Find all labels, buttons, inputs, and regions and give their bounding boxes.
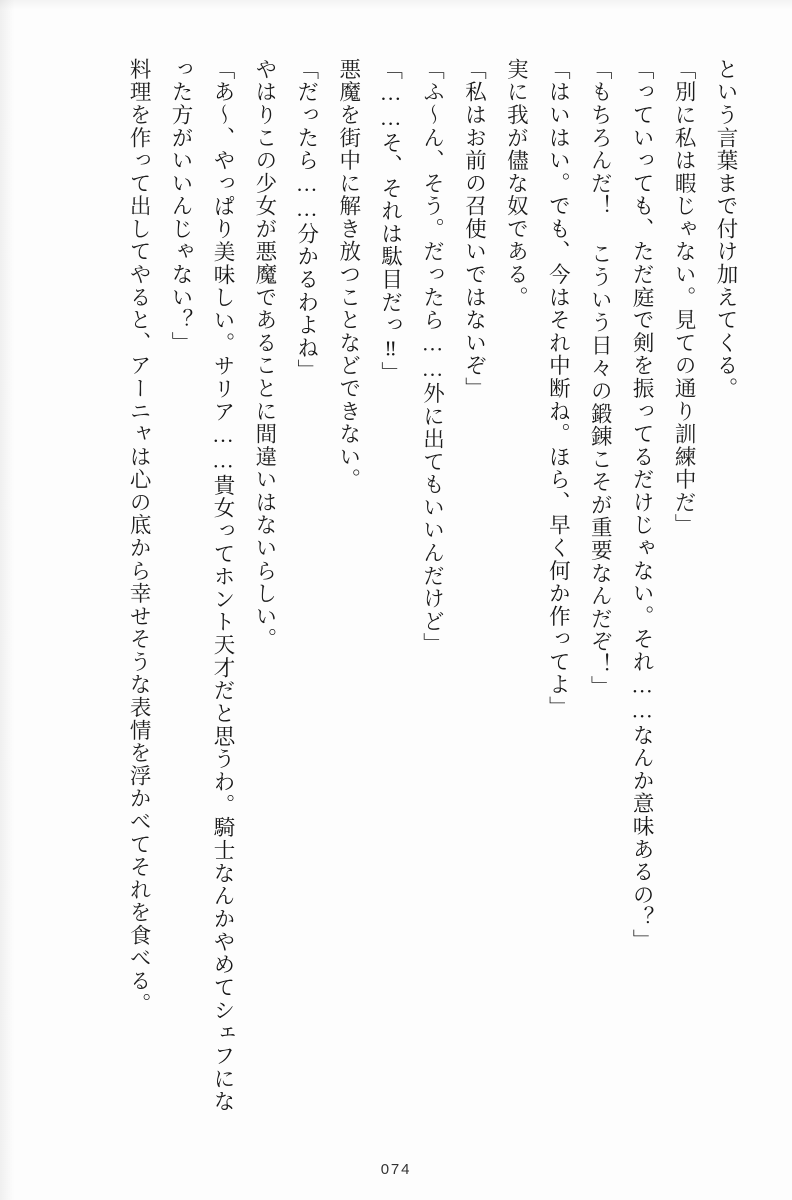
paragraph: 「あ～、やっぱり美味しい。サリア……貴女ってホント天才だと思うわ。騎士なんかやめてシェフになった方がいいんじゃない？」	[169, 58, 235, 1113]
paragraph: 「ふ～ん、そう。だったら……外に出てもいいんだけど」	[420, 58, 445, 656]
page-number: 074	[380, 1161, 412, 1178]
paragraph: 「もちろんだ！ こういう日々の鍛錬こそが重要なんだぞ！」	[588, 58, 613, 699]
paragraph: 料理を作って出してやると、アーニャは心の底から幸せそうな表情を浮かべてそれを食べる。	[127, 58, 152, 1016]
paragraph: 「はいはい。でも、今はそれ中断ね。ほら、早く何か作ってよ」	[546, 58, 571, 719]
paragraph: 実に我が儘な奴である。	[504, 58, 529, 309]
vertical-text-body	[46, 58, 746, 1118]
page-edge-shading-top	[0, 0, 792, 10]
paragraph: 「……そ、それは駄目だっ‼」	[378, 58, 403, 385]
paragraph: という言葉まで付け加えてくる。	[714, 58, 738, 400]
paragraph: 「だったら……分かるわよね」	[294, 58, 319, 383]
page-edge-shading-left	[0, 0, 14, 1200]
paragraph: 「っていっても、ただ庭で剣を振ってるだけじゃない。それ……なんか意味あるの？」	[630, 58, 655, 952]
paragraph: やはりこの少女が悪魔であることに間違いはないらしい。	[252, 58, 277, 651]
paragraph: 「別に私は暇じゃない。見ての通り訓練中だ」	[672, 58, 697, 537]
paragraph: 悪魔を街中に解き放つことなどできない。	[336, 58, 361, 492]
paragraph: 「私はお前の召使いではないぞ」	[462, 58, 487, 400]
